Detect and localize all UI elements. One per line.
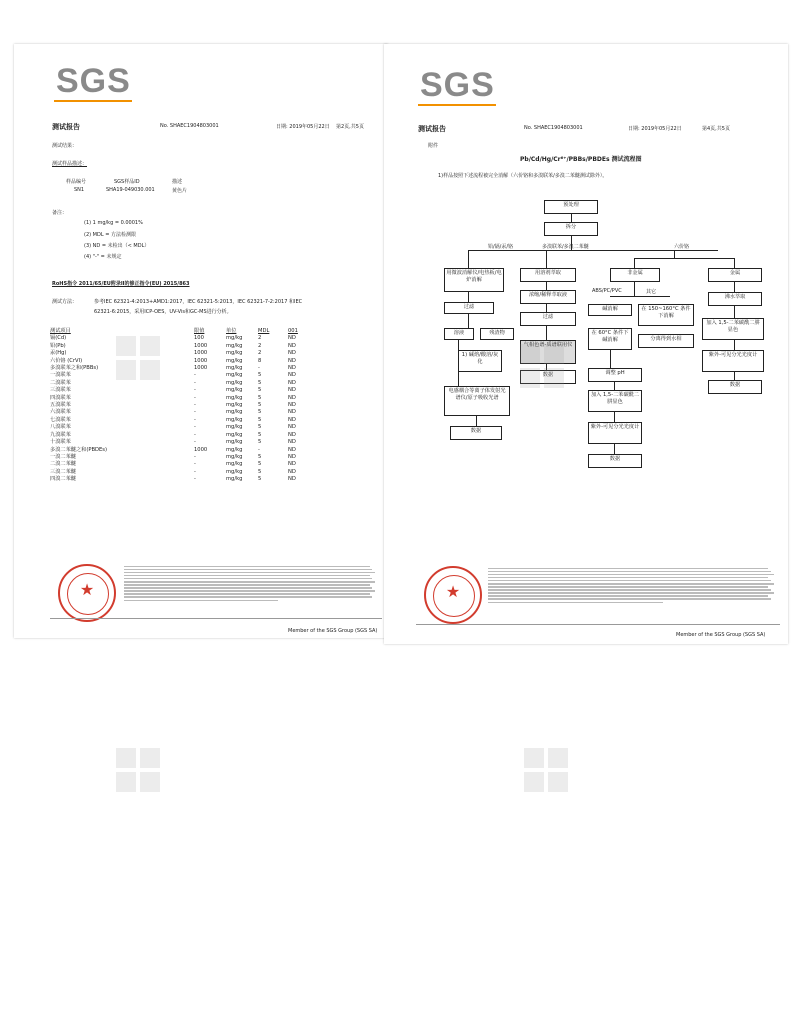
note-item: (3) ND = 未检出（< MDL） (84, 243, 150, 249)
fine-print-line (488, 598, 771, 600)
notes-label: 备注： (52, 210, 68, 216)
table-row (48, 447, 310, 454)
page-number: 第2页,共5页 (336, 124, 364, 130)
fine-print-line (488, 577, 768, 579)
table-cell: ND (288, 335, 296, 342)
table-cell: - (194, 394, 196, 401)
table-cell: ND (288, 350, 296, 357)
flow-b2-gcms: 气相色谱-质谱联用仪 (520, 340, 576, 364)
table-cell: mg/kg (226, 461, 243, 468)
table-cell: 九溴联苯 (50, 431, 71, 438)
table-cell: mg/kg (226, 424, 243, 431)
table-cell: - (194, 431, 196, 438)
flow-metal-boil: 沸水萃取 (708, 292, 762, 306)
table-row (48, 454, 310, 461)
table-row (48, 395, 310, 402)
terms-fine-print (124, 564, 380, 616)
official-seal (58, 564, 116, 622)
table-cell: mg/kg (226, 453, 243, 460)
table-cell: ND (288, 409, 296, 416)
table-cell: ND (288, 446, 296, 453)
logo-underline (418, 104, 496, 106)
flow-b3-at150: 在 150~160°C 条件下消解 (638, 304, 694, 326)
terms-fine-print (488, 566, 780, 618)
flow-metal-data: 数据 (708, 380, 762, 394)
table-cell: 2 (258, 342, 262, 349)
table-cell: - (194, 379, 196, 386)
sample-header-id: 样品编号 (66, 179, 87, 185)
table-cell: ND (288, 357, 296, 364)
col-header: 测试项目 (50, 328, 71, 334)
report-title: 测试报告 (52, 123, 80, 131)
table-cell: ND (288, 394, 296, 401)
branch-label: 多溴联苯/多溴二苯醚 (542, 244, 589, 250)
table-cell: 二溴联苯 (50, 379, 71, 386)
flow-b3-separate: 分离得到水相 (638, 334, 694, 348)
branch-label: 六价铬 (674, 244, 690, 250)
table-cell: mg/kg (226, 357, 243, 364)
section-title: RoHS指令 2011/65/EU附录II的修正指令(EU) 2015/863 (52, 281, 190, 287)
table-cell: mg/kg (226, 402, 243, 409)
fine-print-line (124, 566, 370, 568)
table-cell: ND (288, 476, 296, 483)
table-cell: 三溴联苯 (50, 387, 71, 394)
table-cell: 八溴联苯 (50, 424, 71, 431)
table-cell: mg/kg (226, 394, 243, 401)
table-cell: - (194, 387, 196, 394)
table-row (48, 380, 310, 387)
fine-print-line (124, 572, 375, 574)
table-row (48, 424, 310, 431)
table-cell: 二溴二苯醚 (50, 461, 76, 468)
table-row (48, 365, 310, 372)
table-row (48, 417, 310, 424)
table-cell: ND (288, 439, 296, 446)
method-text: 参考IEC 62321-4:2013+AMD1:2017，IEC 62321-5:2013，IEC 62321-7-2:2017 和IEC (94, 299, 303, 305)
table-cell: ND (288, 402, 296, 409)
flow-b3-abs-label: ABS/PC/PVC (592, 288, 622, 294)
flow-b3-ph: 调整 pH (588, 368, 642, 382)
fine-print-line (488, 592, 774, 594)
flow-b3-nonmetal: 非金属 (610, 268, 660, 282)
table-cell: 5 (258, 416, 262, 423)
sample-header-desc: 描述 (172, 179, 183, 185)
footer-member: Member of the SGS Group (SGS SA) (676, 632, 766, 638)
table-cell: ND (288, 365, 296, 372)
fine-print-line (488, 580, 771, 582)
table-cell: 铅(Pb) (50, 342, 66, 349)
table-header-row (48, 328, 310, 335)
table-cell: 5 (258, 476, 262, 483)
footer-divider (416, 624, 780, 625)
star-icon: ★ (445, 582, 461, 601)
table-cell: 1000 (194, 446, 208, 453)
table-cell: ND (288, 387, 296, 394)
table-cell: - (258, 365, 260, 372)
flow-b2-filter: 过滤 (520, 312, 576, 326)
table-cell: 1000 (194, 350, 208, 357)
footer-member: Member of the SGS Group (SGS SA) (288, 628, 378, 634)
flow-start: 预处理 (544, 200, 598, 214)
table-cell: 5 (258, 379, 262, 386)
fine-print-line (488, 583, 774, 585)
table-cell: mg/kg (226, 416, 243, 423)
table-cell: 5 (258, 394, 262, 401)
table-cell: mg/kg (226, 439, 243, 446)
table-cell: - (194, 402, 196, 409)
table-cell: 5 (258, 387, 262, 394)
table-cell: 六溴联苯 (50, 409, 71, 416)
table-cell: 1000 (194, 357, 208, 364)
table-cell: ND (288, 424, 296, 431)
table-row (48, 343, 310, 350)
table-row (48, 350, 310, 357)
table-cell: - (194, 416, 196, 423)
official-seal (424, 566, 482, 624)
table-cell: 多溴联苯之和(PBBs) (50, 365, 99, 372)
flow-b1-icp: 电感耦合等离子体发射光谱仪/原子吸收光谱 (444, 386, 510, 416)
watermark-logo (116, 748, 162, 794)
table-row (48, 461, 310, 468)
report-date: 日期: 2019年05月22日 (628, 126, 682, 132)
flow-b3-uv: 紫外-可见分光光度计 (588, 422, 642, 444)
col-header: 001 (288, 328, 298, 334)
report-number: No. SHAEC1904803001 (160, 123, 219, 129)
watermark-logo (520, 344, 566, 390)
sample-desc-label: 测试样品描述： (52, 161, 88, 167)
table-cell: mg/kg (226, 431, 243, 438)
fine-print-line (488, 571, 771, 573)
note-item: (4) "-" = 未规定 (84, 254, 122, 260)
table-row (48, 402, 310, 409)
flow-b1-filter: 过滤 (444, 302, 494, 314)
star-icon: ★ (79, 580, 95, 599)
fine-print-line (124, 584, 370, 586)
table-cell: mg/kg (226, 468, 243, 475)
table-row (48, 409, 310, 416)
fine-print-line (124, 590, 375, 592)
table-cell: 镉(Cd) (50, 335, 67, 342)
table-cell: 5 (258, 431, 262, 438)
flow-b2-concentrate: 浓缩/稀释萃取液 (520, 290, 576, 304)
table-cell: 汞(Hg) (50, 350, 67, 357)
fine-print-line (488, 574, 774, 576)
flow-b1-digest: 用微波消解仪/电热板/电炉消解 (444, 268, 504, 292)
results-label: 测试结果： (52, 143, 78, 149)
table-cell: 六价铬 (CrVI) (50, 357, 83, 364)
flow-b3-at60: 在 60°C 条件下碱消解 (588, 328, 632, 350)
table-cell: - (194, 424, 196, 431)
table-cell: 5 (258, 409, 262, 416)
table-cell: - (194, 476, 196, 483)
table-cell: 100 (194, 335, 204, 342)
table-cell: 一溴联苯 (50, 372, 71, 379)
flow-b1-data: 数据 (450, 426, 502, 440)
branch-label: 铅/镉/汞/铬 (488, 244, 514, 250)
table-cell: 三溴二苯醚 (50, 468, 76, 475)
table-cell: mg/kg (226, 476, 243, 483)
sgs-logo: SGS (56, 62, 131, 100)
fine-print-line (124, 578, 372, 580)
table-row (48, 358, 310, 365)
table-cell: 1000 (194, 365, 208, 372)
flow-b3-data: 数据 (588, 454, 642, 468)
note-item: (2) MDL = 方法检测限 (84, 232, 136, 238)
watermark-logo (116, 336, 162, 382)
table-cell: mg/kg (226, 365, 243, 372)
col-header: 限值 (194, 328, 205, 334)
table-row (48, 439, 310, 446)
appendix-label: 附件 (428, 143, 439, 149)
table-cell: - (194, 468, 196, 475)
method-label: 测试方法： (52, 299, 78, 305)
fine-print-line (124, 569, 372, 571)
table-cell: mg/kg (226, 335, 243, 342)
table-cell: mg/kg (226, 409, 243, 416)
table-cell: mg/kg (226, 379, 243, 386)
fine-print-line (488, 568, 768, 570)
fine-print-line (488, 602, 663, 604)
page-number: 第4页,共5页 (702, 126, 730, 132)
report-title: 测试报告 (418, 125, 446, 133)
sample-description: 黄色片 (172, 188, 188, 194)
table-cell: ND (288, 372, 296, 379)
table-cell: mg/kg (226, 387, 243, 394)
table-cell: 一溴二苯醚 (50, 453, 76, 460)
fine-print-line (488, 589, 771, 591)
sample-header-sgsid: SGS样品ID (114, 179, 140, 185)
flow-b2-data: 数据 (520, 370, 576, 384)
table-cell: 五溴联苯 (50, 402, 71, 409)
sgs-logo: SGS (420, 66, 495, 104)
flow-metal-add: 加入 1,5-二苯碳酰二肼显色 (702, 318, 764, 340)
sample-sgs-id: SHA19-049030.001 (106, 187, 155, 193)
table-cell: ND (288, 431, 296, 438)
table-cell: - (194, 461, 196, 468)
flow-metal-uv: 紫外-可见分光光度计 (702, 350, 764, 372)
table-cell: 十溴联苯 (50, 439, 71, 446)
footer-divider (50, 618, 382, 619)
fine-print-line (124, 587, 372, 589)
flow-b3-other-label: 其它 (646, 289, 657, 295)
flowchart-note: 1)样品按照下述流程被完全消解（六价铬和多溴联苯/多溴二苯醚测试除外）。 (438, 173, 608, 179)
fine-print-line (124, 600, 278, 602)
flow-b1-dissolve: 1) 碱熔/酸溶/灰化 (458, 350, 502, 372)
table-cell: 5 (258, 424, 262, 431)
table-cell: ND (288, 379, 296, 386)
table-row (48, 372, 310, 379)
table-cell: 5 (258, 468, 262, 475)
table-row (48, 432, 310, 439)
flow-split: 拆分 (544, 222, 598, 236)
flow-b3-add: 加入 1,5-二苯碳酰二肼显色 (588, 390, 642, 412)
col-header: 单位 (226, 328, 237, 334)
table-cell: - (258, 446, 260, 453)
report-page-4 (384, 44, 788, 644)
table-cell: 2 (258, 350, 262, 357)
flow-b2-extract: 用溶剂萃取 (520, 268, 576, 282)
table-row (48, 469, 310, 476)
table-row (48, 335, 310, 342)
table-cell: 四溴联苯 (50, 394, 71, 401)
table-cell: 四溴二苯醚 (50, 476, 76, 483)
table-cell: 5 (258, 372, 262, 379)
table-cell: 七溴联苯 (50, 416, 71, 423)
col-header: MDL (258, 328, 270, 334)
table-cell: 多溴二苯醚之和(PBDEs) (50, 446, 108, 453)
table-cell: 5 (258, 439, 262, 446)
flow-b3-metal: 金属 (708, 268, 762, 282)
table-cell: - (194, 439, 196, 446)
method-text: 62321-6:2015，采用ICP-OES，UV-Vis和GC-MS进行分析。 (94, 309, 232, 315)
table-cell: mg/kg (226, 446, 243, 453)
table-cell: 2 (258, 335, 262, 342)
fine-print-line (488, 586, 768, 588)
table-row (48, 476, 310, 483)
table-cell: mg/kg (226, 350, 243, 357)
table-cell: mg/kg (226, 342, 243, 349)
note-item: (1) 1 mg/kg = 0.0001% (84, 220, 143, 226)
table-cell: 5 (258, 461, 262, 468)
report-number: No. SHAEC1904803001 (524, 125, 583, 131)
table-cell: 1000 (194, 342, 208, 349)
table-cell: ND (288, 342, 296, 349)
table-cell: ND (288, 461, 296, 468)
table-cell: 5 (258, 402, 262, 409)
table-cell: ND (288, 453, 296, 460)
flow-b3-alkaline: 碱消解 (588, 304, 632, 316)
sample-id: SN1 (74, 187, 85, 193)
table-cell: 5 (258, 453, 262, 460)
table-cell: ND (288, 416, 296, 423)
table-row (48, 387, 310, 394)
table-cell: mg/kg (226, 372, 243, 379)
table-cell: - (194, 372, 196, 379)
table-cell: - (194, 409, 196, 416)
fine-print-line (124, 575, 370, 577)
watermark-logo (524, 748, 570, 794)
results-table (48, 328, 310, 484)
fine-print-line (488, 595, 768, 597)
fine-print-line (124, 596, 372, 598)
fine-print-line (124, 593, 370, 595)
table-cell: ND (288, 468, 296, 475)
flow-b1-solution: 溶液 (444, 328, 474, 340)
table-cell: - (194, 453, 196, 460)
logo-underline (54, 100, 132, 102)
fine-print-line (124, 581, 375, 583)
report-date: 日期: 2019年05月22日 (276, 124, 330, 130)
flowchart-title: Pb/Cd/Hg/Cr⁶⁺/PBBs/PBDEs 测试流程图 (520, 156, 642, 163)
table-cell: 8 (258, 357, 262, 364)
report-page-2 (14, 44, 388, 638)
flow-b1-residue: 残渣物 (480, 328, 514, 340)
